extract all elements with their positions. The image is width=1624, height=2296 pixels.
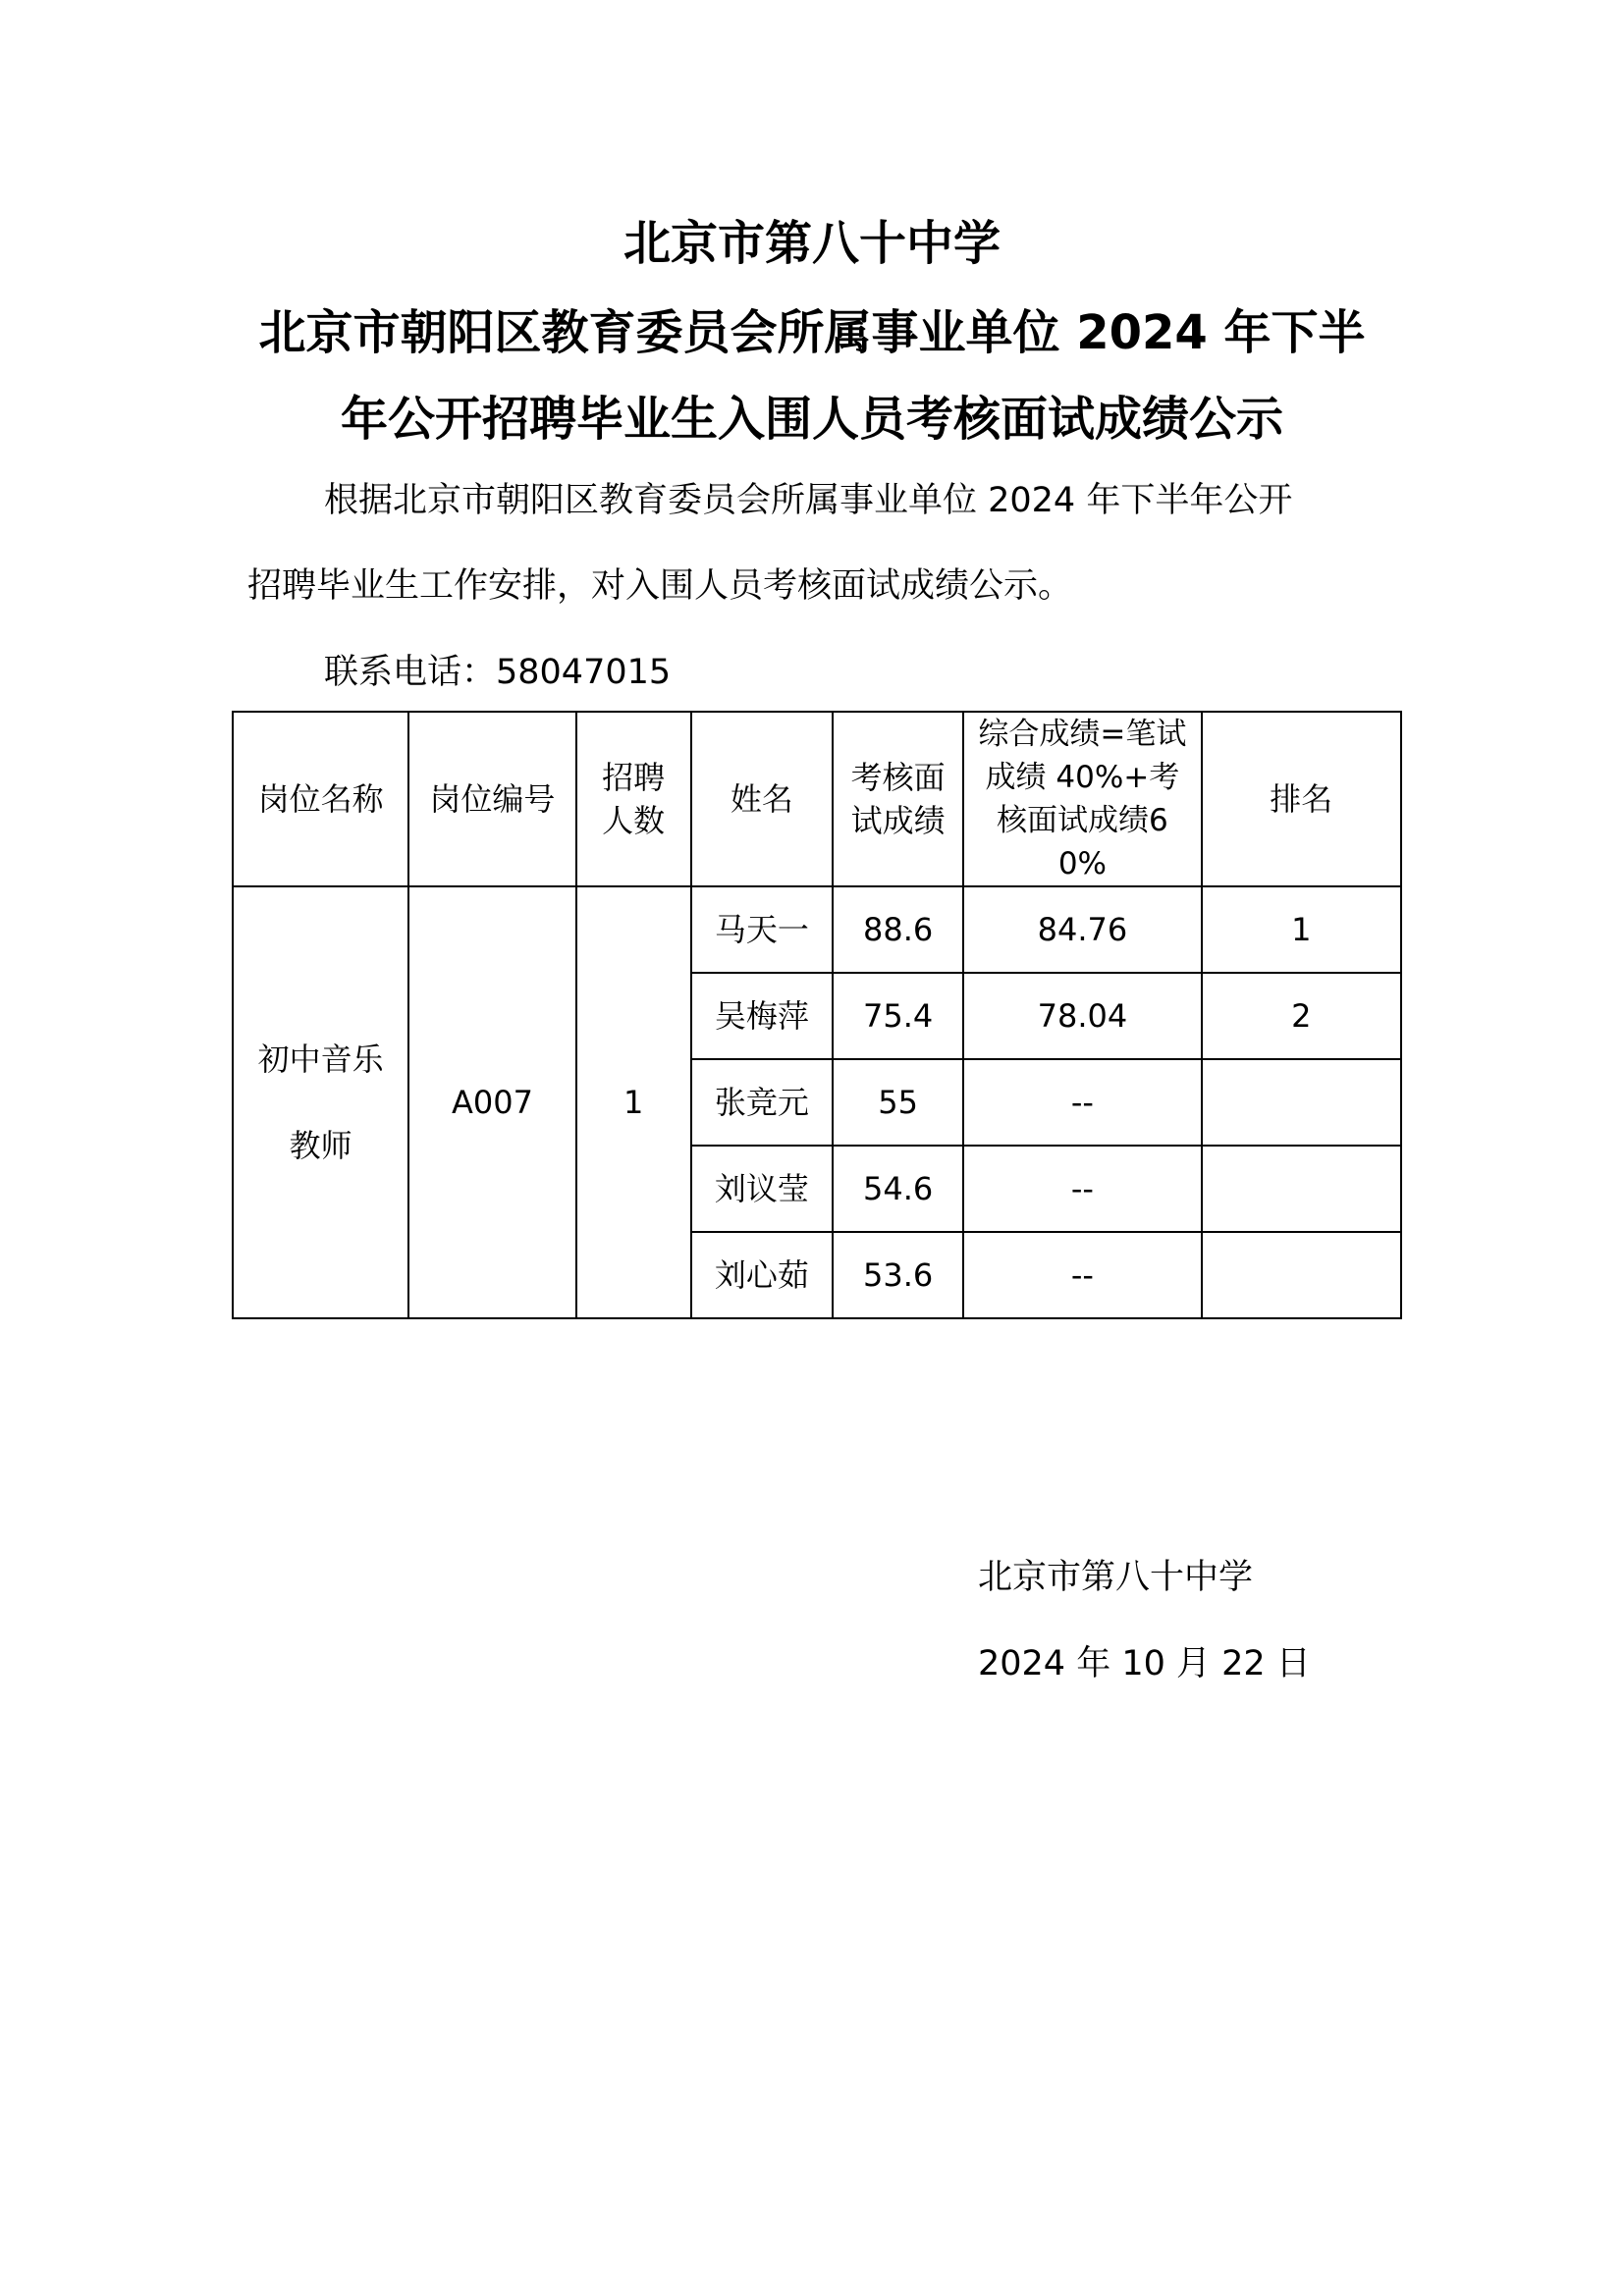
cell-interview-score: 53.6 (833, 1232, 963, 1318)
cell-interview-score: 55 (833, 1059, 963, 1146)
contact-phone: 联系电话：58047015 (324, 653, 672, 692)
cell-rank: 2 (1202, 973, 1401, 1059)
intro-paragraph-line-2: 招聘毕业生工作安排，对入围人员考核面试成绩公示。 (247, 566, 1073, 606)
cell-combined-score: 78.04 (963, 973, 1201, 1059)
cell-interview-score: 54.6 (833, 1146, 963, 1232)
header-position-code: 岗位编号 (408, 712, 575, 886)
cell-rank (1202, 1059, 1401, 1146)
cell-combined-score: -- (963, 1232, 1201, 1318)
cell-candidate-name: 刘议莹 (691, 1146, 833, 1232)
cell-candidate-name: 吴梅萍 (691, 973, 833, 1059)
cell-rank (1202, 1232, 1401, 1318)
signature-date: 2024 年 10 月 22 日 (978, 1644, 1311, 1683)
header-recruit-count: 招聘人数 (576, 712, 691, 886)
cell-interview-score: 75.4 (833, 973, 963, 1059)
cell-combined-score: -- (963, 1059, 1201, 1146)
cell-candidate-name: 马天一 (691, 886, 833, 973)
interview-score-table (232, 711, 1402, 1319)
cell-candidate-name: 张竞元 (691, 1059, 833, 1146)
cell-rank (1202, 1146, 1401, 1232)
cell-position-name: 初中音乐教师 (233, 886, 408, 1318)
header-name: 姓名 (691, 712, 833, 886)
document-title-line-2: 北京市朝阳区教育委员会所属事业单位 2024 年下半 (258, 305, 1366, 360)
signature-organization: 北京市第八十中学 (978, 1558, 1254, 1597)
cell-rank: 1 (1202, 886, 1401, 973)
cell-position-code: A007 (408, 886, 575, 1318)
header-rank: 排名 (1202, 712, 1401, 886)
intro-paragraph-line-1: 根据北京市朝阳区教育委员会所属事业单位 2024 年下半年公开 (324, 481, 1293, 520)
header-combined-score: 综合成绩=笔试成绩 40%+考核面试成绩60% (963, 712, 1201, 886)
cell-interview-score: 88.6 (833, 886, 963, 973)
cell-recruit-count: 1 (576, 886, 691, 1318)
document-title-school: 北京市第八十中学 (623, 216, 1001, 271)
cell-candidate-name: 刘心茹 (691, 1232, 833, 1318)
header-position-name: 岗位名称 (233, 712, 408, 886)
document-title-line-3: 年公开招聘毕业生入围人员考核面试成绩公示 (340, 392, 1283, 447)
header-interview-score: 考核面试成绩 (833, 712, 963, 886)
table-header-row (233, 712, 1401, 886)
table-row (233, 886, 1401, 973)
cell-combined-score: 84.76 (963, 886, 1201, 973)
cell-combined-score: -- (963, 1146, 1201, 1232)
